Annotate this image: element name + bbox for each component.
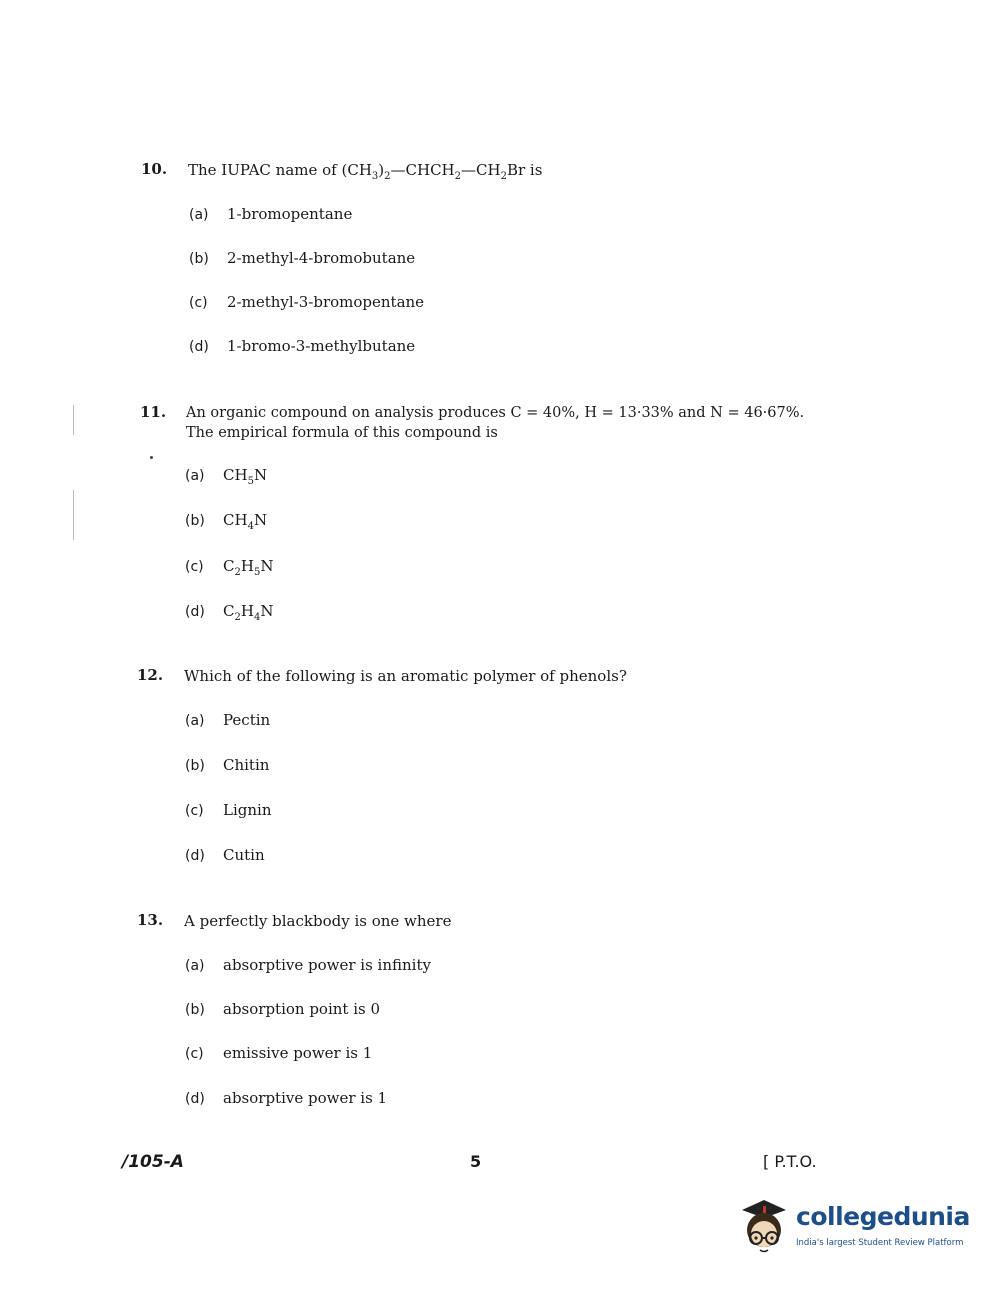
- mascot-icon: [734, 1196, 794, 1260]
- logo-wordmark: collegedunia: [796, 1202, 970, 1231]
- please-turn-over: [ P.T.O.: [763, 1152, 817, 1171]
- paper-code: /105-A: [122, 1152, 184, 1172]
- question-number: 13.: [137, 911, 164, 929]
- page-number: 5: [470, 1152, 482, 1171]
- option-12-d: (d) Cutin: [185, 846, 265, 864]
- logo-tagline: India's largest Student Review Platform: [796, 1238, 964, 1248]
- option-10-a: (a) 1-bromopentane: [189, 205, 353, 223]
- option-12-b: (b) Chitin: [185, 756, 270, 774]
- option-10-b: (b) 2-methyl-4-bromobutane: [189, 249, 416, 267]
- option-13-c: (c) emissive power is 1: [185, 1044, 373, 1062]
- option-13-a: (a) absorptive power is infinity: [185, 956, 431, 974]
- question-stem-line-1: An organic compound on analysis produces C = 40%, H = 13·33% and N = 46·67%.: [186, 405, 805, 421]
- option-11-b: (b) $CH_4N$: [185, 511, 268, 532]
- scan-mark: [73, 405, 74, 435]
- question-stem: Which of the following is an aromatic polymer of phenols?: [184, 667, 627, 685]
- option-10-d: (d) 1-bromo-3-methylbutane: [189, 337, 416, 355]
- scan-mark: [73, 490, 74, 540]
- question-stem: The IUPAC name of $(CH_3)_2—CHCH_2—CH_2Br$ is: [188, 161, 543, 182]
- option-11-c: (c) $C_2H_5N$: [185, 557, 274, 578]
- question-number: 10.: [141, 160, 168, 178]
- question-stem-line-2: The empirical formula of this compound is: [186, 425, 498, 441]
- question-number: 12.: [137, 666, 164, 684]
- question-stem: A perfectly blackbody is one where: [184, 912, 452, 930]
- option-13-d: (d) absorptive power is 1: [185, 1089, 388, 1107]
- scan-mark: [150, 456, 153, 459]
- collegedunia-logo: [734, 1196, 970, 1260]
- option-12-a: (a) Pectin: [185, 711, 271, 729]
- option-13-b: (b) absorption point is 0: [185, 1000, 381, 1018]
- option-11-d: (d) $C_2H_4N$: [185, 602, 274, 623]
- question-number: 11.: [140, 403, 167, 421]
- option-12-c: (c) Lignin: [185, 801, 272, 819]
- option-11-a: (a) $CH_5N$: [185, 466, 268, 487]
- option-10-c: (c) 2-methyl-3-bromopentane: [189, 293, 425, 311]
